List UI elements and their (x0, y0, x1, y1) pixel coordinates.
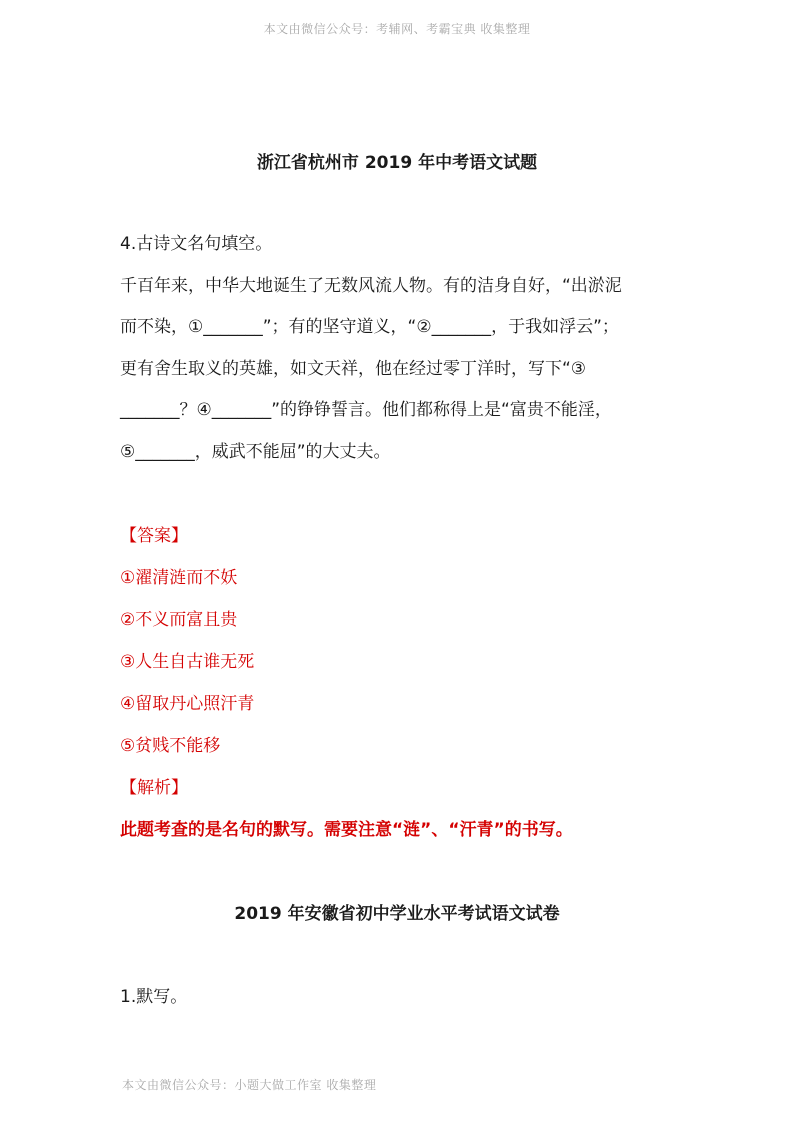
answer-item: ⑤贫贱不能移 (120, 736, 221, 756)
answer-block (120, 524, 680, 860)
answer-heading: 【答案】 (120, 526, 188, 546)
question-1-heading: 1.默写。 (120, 987, 188, 1007)
section1-title: 浙江省杭州市 2019 年中考语文试题 (256, 153, 538, 173)
answer-item: ③人生自古谁无死 (120, 652, 255, 672)
passage-line: _______？④_______”的铮铮誓言。他们都称得上是“富贵不能淫， (120, 400, 612, 420)
analysis-heading: 【解析】 (120, 778, 188, 798)
question-4-block (120, 232, 680, 481)
watermark-footer: 本文由微信公众号：小题大做工作室 收集整理 (122, 1078, 377, 1092)
analysis-text: 此题考查的是名句的默写。需要注意“涟”、“汗青”的书写。 (120, 820, 573, 840)
passage-line: 更有舍生取义的英雄，如文天祥，他在经过零丁洋时，写下“③ (120, 358, 587, 379)
passage-line: 千百年来，中华大地诞生了无数风流人物。有的洁身自好，“出淤泥 (120, 275, 622, 296)
passage-line: 而不染，①_______”；有的坚守道义，“②_______，于我如浮云”； (120, 317, 619, 337)
answer-item: ①濯清涟而不妖 (120, 568, 238, 588)
watermark-header: 本文由微信公众号：考辅网、考霸宝典 收集整理 (263, 22, 531, 36)
section2-title: 2019 年安徽省初中学业水平考试语文试卷 (234, 904, 560, 924)
answer-item: ④留取丹心照汗青 (120, 694, 255, 714)
passage-line: ⑤_______，威武不能屈”的大丈夫。 (120, 441, 391, 462)
answer-item: ②不义而富且贵 (120, 610, 238, 630)
question-heading: 4.古诗文名句填空。 (120, 234, 273, 254)
